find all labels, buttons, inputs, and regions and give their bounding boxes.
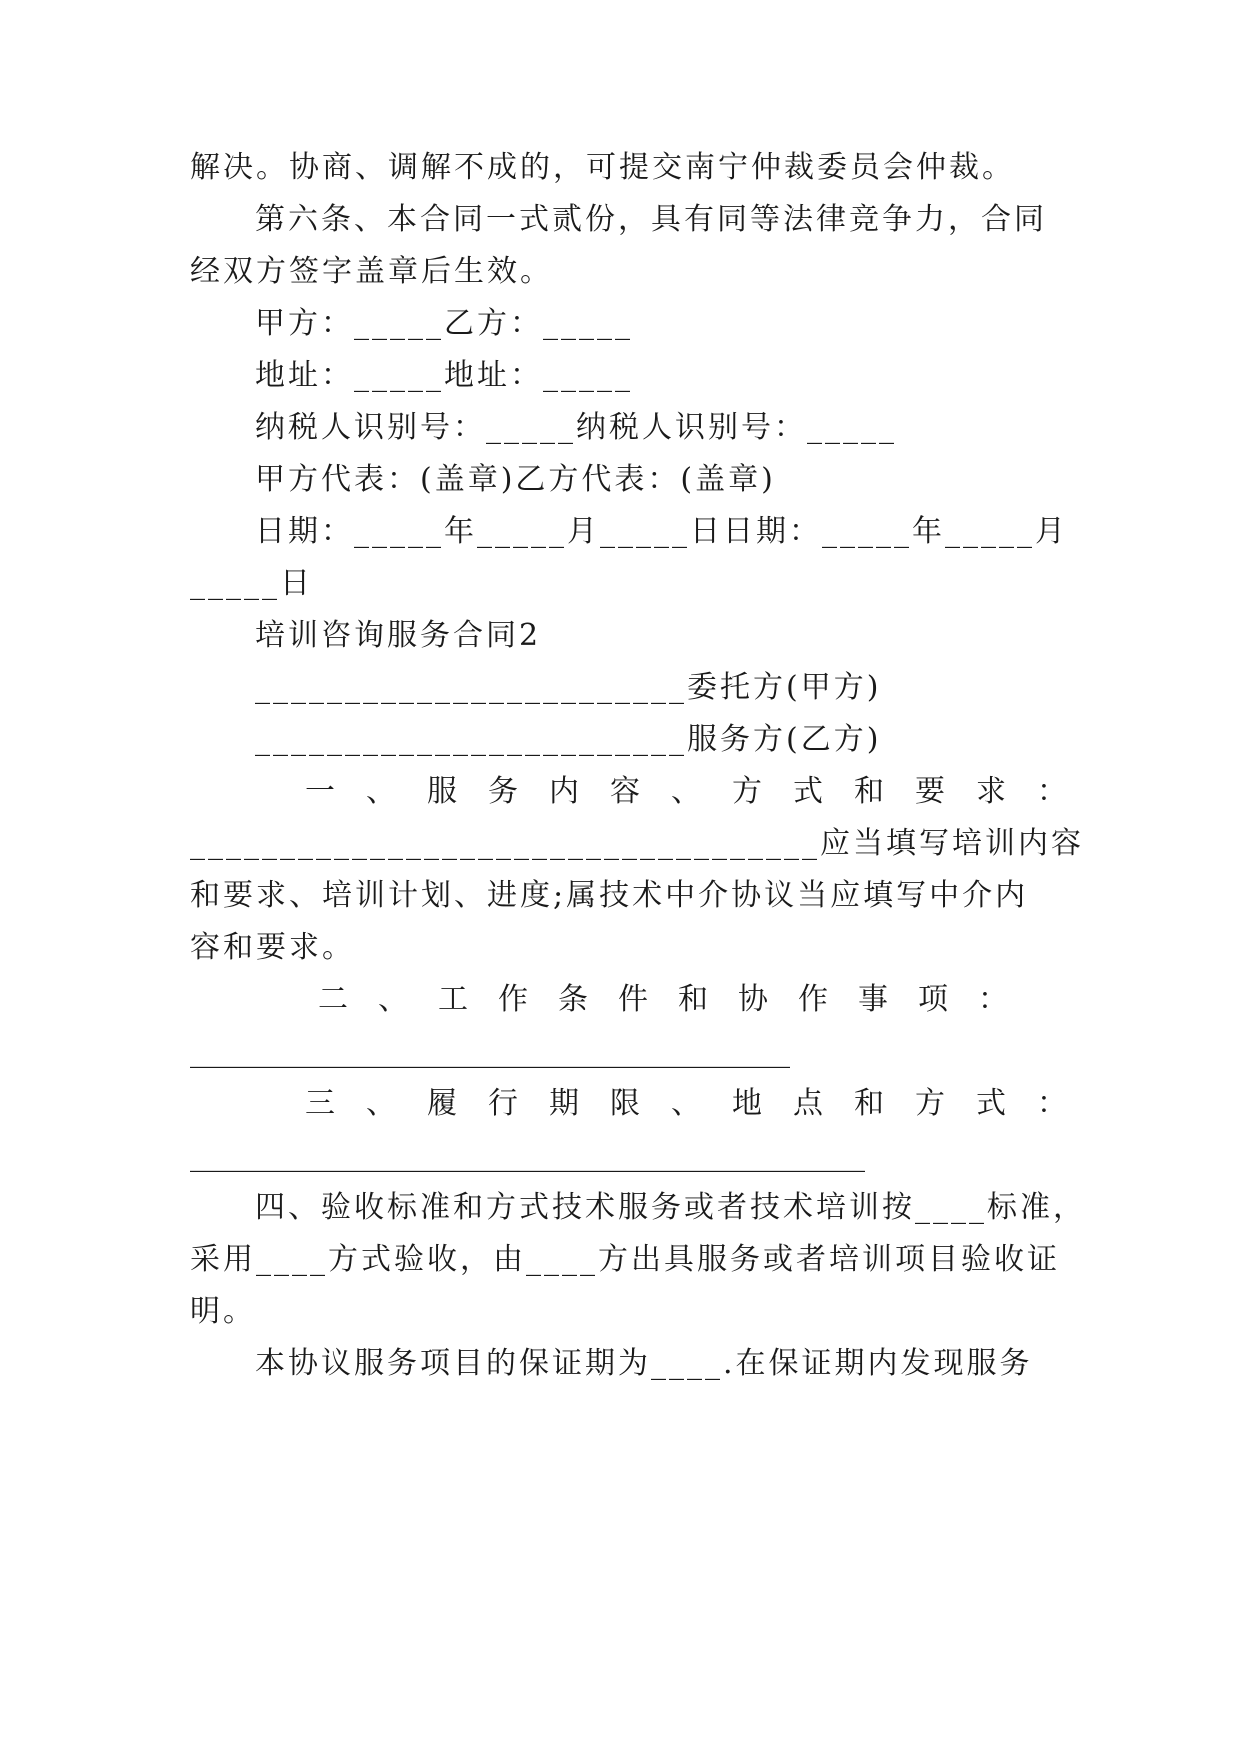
- text-line: _____日: [190, 566, 313, 601]
- text-line: 四、验收标准和方式技术服务或者技术培训按____标准，: [255, 1190, 1086, 1225]
- blank-line: _____________________________________________: [190, 1138, 865, 1173]
- text-line: 本协议服务项目的保证期为____.在保证期内发现服务: [255, 1346, 1033, 1381]
- text-line: 日期：_____年_____月_____日日期：_____年_____月: [255, 514, 1068, 549]
- clause-heading-2: [318, 980, 1050, 1020]
- text-line: 明。: [190, 1294, 256, 1329]
- text-line: 甲方代表：(盖章)乙方代表：(盖章): [255, 462, 776, 497]
- clause-heading-3: [305, 1084, 1098, 1124]
- text-line: 甲方：_____乙方：_____: [255, 306, 633, 341]
- text-line: 经双方签字盖章后生效。: [190, 254, 553, 289]
- text-line: 和要求、培训计划、进度;属技术中介协议当应填写中介内: [190, 878, 1029, 913]
- text-line: 采用____方式验收，由____方出具服务或者培训项目验收证: [190, 1242, 1060, 1277]
- clause-heading-1: [305, 772, 1098, 812]
- text-line: ________________________委托方(甲方): [255, 670, 882, 705]
- clause-heading-text: 三、履行期限、地点和方式：: [305, 1086, 1098, 1121]
- section-title: 培训咨询服务合同2: [255, 618, 542, 653]
- text-line: 容和要求。: [190, 930, 355, 965]
- clause-heading-text: 一、服务内容、方式和要求：: [305, 774, 1098, 809]
- text-line: 解决。协商、调解不成的，可提交南宁仲裁委员会仲裁。: [190, 150, 1015, 185]
- text-line: ___________________________________应当填写培训内容: [190, 826, 1084, 861]
- text-line: 地址：_____地址：_____: [255, 358, 633, 393]
- text-line: 第六条、本合同一式贰份，具有同等法律竞争力，合同: [255, 202, 1047, 237]
- clause-heading-text: 二、工作条件和协作事项：: [318, 982, 1038, 1017]
- blank-line: ________________________________________: [190, 1034, 790, 1069]
- text-line: ________________________服务方(乙方): [255, 722, 882, 757]
- text-line: 纳税人识别号：_____纳税人识别号：_____: [255, 410, 897, 445]
